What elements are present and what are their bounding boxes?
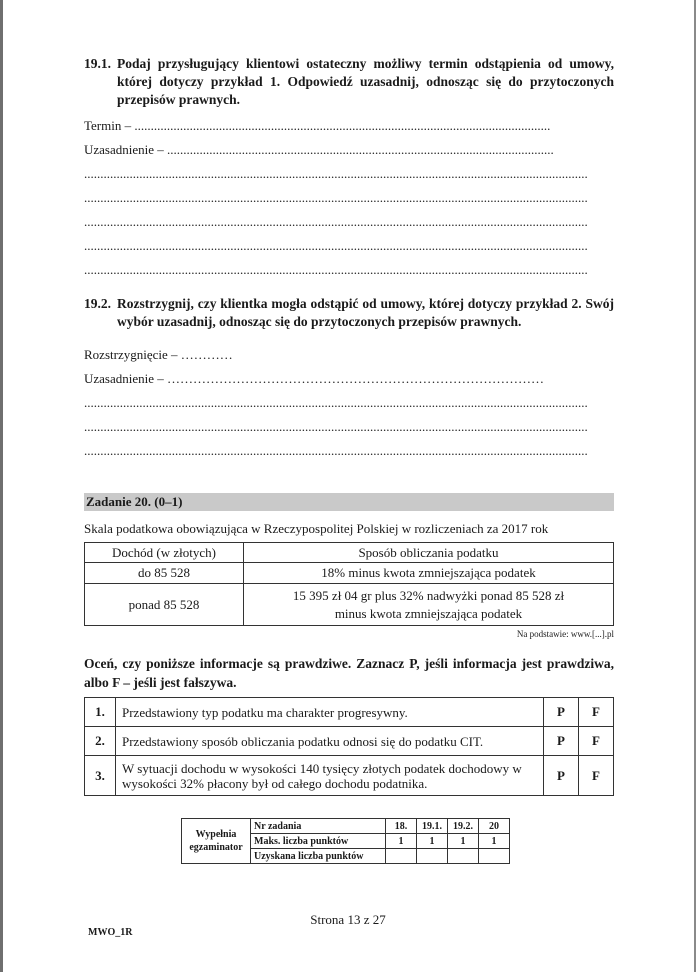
examiner-score-table [181, 818, 510, 864]
answer-blank-line[interactable]: ........................................................................................................................................................... [84, 262, 588, 277]
max-points: 1 [448, 834, 479, 849]
answer-justification-line[interactable]: Uzasadnienie – ....................................................................................................................... [84, 142, 554, 157]
method-line: 15 395 zł 04 gr plus 32% nadwyżki ponad 85 528 zł [292, 587, 565, 603]
obtained-points-cell[interactable] [448, 849, 479, 864]
table-row [85, 584, 614, 626]
row-label-task: Nr zadania [251, 819, 386, 834]
answer-blank-line[interactable]: ........................................................................................................................................................... [84, 238, 588, 253]
task-number: 19.2. [448, 819, 479, 834]
option-p[interactable]: P [544, 698, 579, 727]
table-row [85, 563, 614, 584]
answer-decision-line[interactable]: Rozstrzygnięcie – ………… [84, 347, 233, 362]
answer-blank-line[interactable]: ........................................................................................................................................................... [84, 214, 588, 229]
question-19-1 [84, 55, 614, 109]
question-text: Rozstrzygnij, czy klientka mogła odstąpić od umowy, której dotyczy przykład 2. Swój wybór uzasadnij, odnosząc się do przytoczonych przepisów prawnych. [117, 296, 614, 329]
examiner-label [182, 819, 251, 864]
option-p[interactable]: P [544, 756, 579, 796]
true-false-table [84, 697, 614, 796]
obtained-points-cell[interactable] [479, 849, 510, 864]
option-f[interactable]: F [579, 756, 614, 796]
examiner-label-line: Wypełnia [195, 829, 237, 840]
max-points: 1 [479, 834, 510, 849]
statement-text: W sytuacji dochodu w wysokości 140 tysięcy złotych podatek dochodowy w wysokości 32% płacony był od całego dochodu podatnika. [116, 756, 544, 796]
option-f[interactable]: F [579, 727, 614, 756]
obtained-points-cell[interactable] [417, 849, 448, 864]
max-points: 1 [386, 834, 417, 849]
statement-number: 3. [85, 756, 116, 796]
statement-row [85, 727, 614, 756]
statement-text: Przedstawiony typ podatku ma charakter progresywny. [116, 698, 544, 727]
answer-blank-line[interactable]: ........................................................................................................................................................... [84, 419, 588, 434]
method-cell [244, 584, 614, 626]
statement-number: 2. [85, 727, 116, 756]
option-p[interactable]: P [544, 727, 579, 756]
task-header: Zadanie 20. (0–1) [84, 493, 614, 511]
question-number: 19.1. [84, 56, 111, 71]
obtained-points-cell[interactable] [386, 849, 417, 864]
tax-scale-table [84, 542, 614, 626]
question-number: 19.2. [84, 296, 111, 311]
exam-code: MWO_1R [88, 927, 133, 938]
max-points: 1 [417, 834, 448, 849]
statement-row [85, 698, 614, 727]
page-number: Strona 13 z 27 [310, 912, 386, 927]
answer-term-line[interactable]: Termin – ................................................................................................................................ [84, 118, 551, 133]
income-cell: do 85 528 [85, 563, 244, 584]
statement-row [85, 756, 614, 796]
instruction-text: Oceń, czy poniższe informacje są prawdziwe. Zaznacz P, jeśli informacja jest prawdziwa, albo F – jeśli jest fałszywa. [84, 656, 614, 690]
row-label-max: Maks. liczba punktów [251, 834, 386, 849]
statement-text: Przedstawiony sposób obliczania podatku odnosi się do podatku CIT. [116, 727, 544, 756]
question-text: Podaj przysługujący klientowi ostateczny możliwy termin odstąpienia od umowy, której dotyczy przykład 1. Odpowiedź uzasadnij, odnosząc się do przytoczonych przepisów prawnych. [117, 56, 614, 107]
task-number: 20 [479, 819, 510, 834]
method-cell: 18% minus kwota zmniejszająca podatek [244, 563, 614, 584]
row-label-obtained: Uzyskana liczba punktów [251, 849, 386, 864]
task-number: 18. [386, 819, 417, 834]
income-cell: ponad 85 528 [85, 584, 244, 626]
statement-number: 1. [85, 698, 116, 727]
table-header: Dochód (w złotych) [85, 543, 244, 563]
task-number: 19.1. [417, 819, 448, 834]
answer-blank-line[interactable]: ........................................................................................................................................................... [84, 166, 588, 181]
table-caption: Skala podatkowa obowiązująca w Rzeczypospolitej Polskiej w rozliczeniach za 2017 rok [84, 521, 549, 536]
table-header: Sposób obliczania podatku [244, 543, 614, 563]
option-f[interactable]: F [579, 698, 614, 727]
answer-blank-line[interactable]: ........................................................................................................................................................... [84, 190, 588, 205]
examiner-label-line: egzaminator [189, 842, 243, 853]
question-19-2 [84, 295, 614, 331]
answer-blank-line[interactable]: ........................................................................................................................................................... [84, 395, 588, 410]
page-edge-left [0, 0, 3, 972]
answer-blank-line[interactable]: ........................................................................................................................................................... [84, 443, 588, 458]
method-line: minus kwota zmniejszająca podatek [334, 605, 523, 621]
source-note: Na podstawie: www.[...].pl [516, 629, 614, 639]
answer-justification-line[interactable]: Uzasadnienie – …………………………………………………………………………… [84, 371, 545, 386]
